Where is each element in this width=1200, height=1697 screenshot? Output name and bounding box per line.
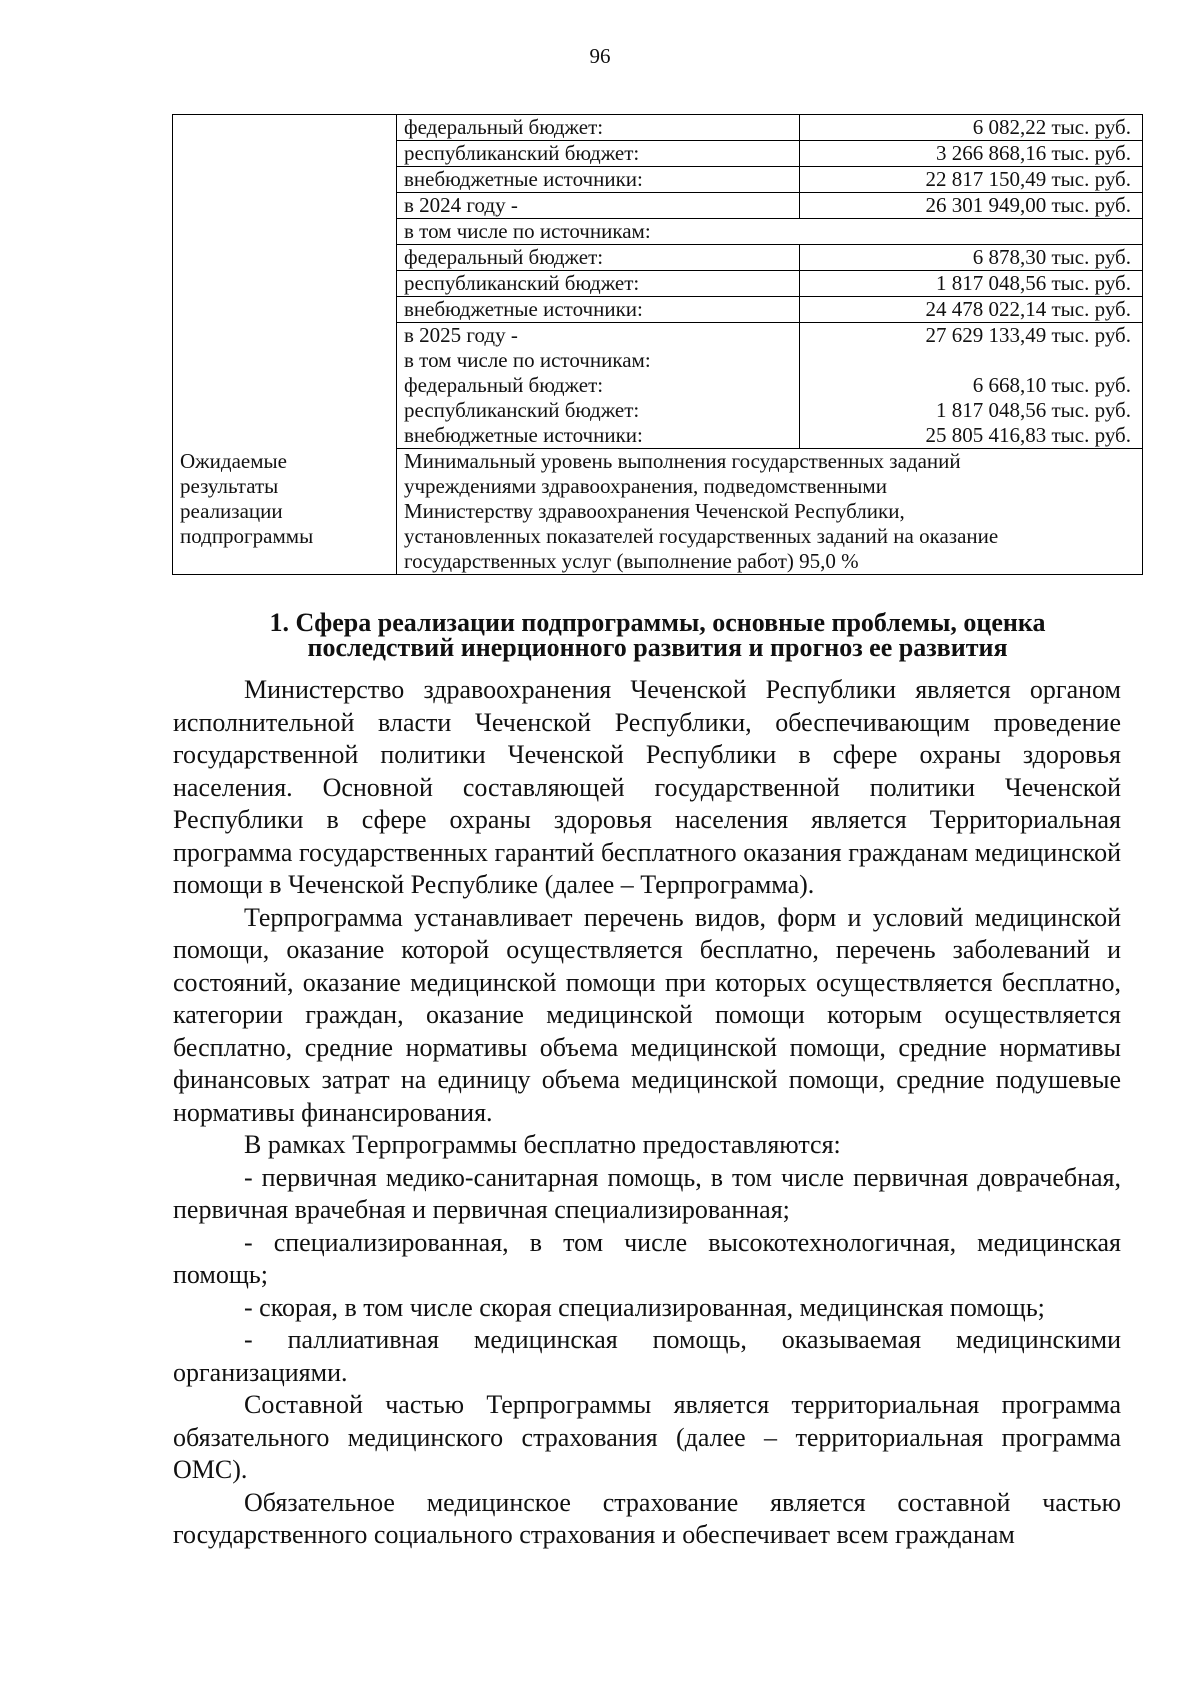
list-item: - скорая, в том числе скорая специализированная, медицинская помощь; [244, 1292, 1045, 1322]
table-cell-value: 6 878,30 тыс. руб. [800, 245, 1143, 271]
paragraph: Составной частью Терпрограммы является территориальная программа обязательного медицинского страхования (далее – территориальная программа ОМС). [173, 1390, 1121, 1484]
text-line: федеральный бюджет: [404, 373, 604, 397]
section-heading [172, 610, 1143, 660]
table-cell-value [800, 323, 1143, 449]
value-line [807, 348, 1131, 373]
table-cell-label: внебюджетные источники: [397, 167, 800, 193]
value-line: 1 817 048,56 тыс. руб. [936, 398, 1131, 422]
funding-table [172, 114, 1143, 575]
text-line: Ожидаемые [180, 448, 287, 473]
value-line: 6 668,10 тыс. руб. [972, 373, 1131, 397]
table-cell-results-text [397, 449, 1143, 575]
text-line: результаты [180, 473, 279, 498]
table-cell-label: федеральный бюджет: [397, 245, 800, 271]
table-cell-results-label [173, 449, 397, 575]
heading-line: 1. Сфера реализации подпрограммы, основные проблемы, оценка [269, 608, 1046, 637]
text-line: государственных услуг (выполнение работ) 95,0 % [404, 549, 859, 573]
table-cell-label: в 2024 году - [397, 193, 800, 219]
value-line: 25 805 416,83 тыс. руб. [925, 423, 1131, 447]
table-cell-value: 6 082,22 тыс. руб. [800, 115, 1143, 141]
text-line: реализации [180, 498, 283, 523]
paragraph: Терпрограмма устанавливает перечень видов, форм и условий медицинской помощи, оказание которой осуществляется бесплатно, перечень заболеваний и состояний, оказание медицинской помощи при которых осуществляется бесплатно, категории граждан, оказание медицинской помощи которым осуществляется бесплатно, средние нормативы объема медицинской помощи, средние нормативы финансовых затрат на единицу объема медицинской помощи, средние подушевые нормативы финансирования. [173, 902, 1121, 1127]
body-text [173, 674, 1121, 1552]
text-line: Министерству здравоохранения Чеченской Республики, [404, 499, 905, 523]
table-cell-value: 24 478 022,14 тыс. руб. [800, 297, 1143, 323]
table-cell-label [397, 323, 800, 449]
text-line: установленных показателей государственных заданий на оказание [404, 524, 999, 548]
heading-line: последствий инерционного развития и прогноз ее развития [307, 633, 1008, 662]
text-line: учреждениями здравоохранения, подведомственными [404, 474, 887, 498]
list-item: - паллиативная медицинская помощь, оказываемая медицинскими организациями. [173, 1325, 1121, 1387]
table-cell-value: 3 266 868,16 тыс. руб. [800, 141, 1143, 167]
list-item: - специализированная, в том числе высокотехнологичная, медицинская помощь; [173, 1227, 1121, 1289]
text-line: подпрограммы [180, 523, 314, 548]
table-cell-label: республиканский бюджет: [397, 271, 800, 297]
table-row-results [173, 449, 1143, 575]
table-cell-value: 26 301 949,00 тыс. руб. [800, 193, 1143, 219]
table-cell-value: 1 817 048,56 тыс. руб. [800, 271, 1143, 297]
value-line: 27 629 133,49 тыс. руб. [925, 323, 1131, 347]
text-line: в 2025 году - [404, 323, 518, 347]
list-item: - первичная медико-санитарная помощь, в том числе первичная доврачебная, первичная врачебная и первичная специализированная; [173, 1162, 1121, 1224]
text-line: республиканский бюджет: [404, 398, 640, 422]
table-cell-label: внебюджетные источники: [397, 297, 800, 323]
text-line: внебюджетные источники: [404, 423, 643, 447]
table-cell-label: федеральный бюджет: [397, 115, 800, 141]
paragraph: В рамках Терпрограммы бесплатно предоставляются: [244, 1130, 841, 1159]
table-row [173, 115, 1143, 141]
table-cell-label: республиканский бюджет: [397, 141, 800, 167]
text-line: в том числе по источникам: [404, 348, 651, 372]
paragraph: Министерство здравоохранения Чеченской Республики является органом исполнительной власти Чеченской Республики, обеспечивающим проведение государственной политики Чеченской Республики в сфере охраны здоровья населения. Основной составляющей государственной политики Чеченской Республики в сфере охраны здоровья населения является Территориальная программа государственных гарантий бесплатного оказания гражданам медицинской помощи в Чеченской Республике (далее – Терпрограмма). [173, 675, 1121, 899]
paragraph: Обязательное медицинское страхование является составной частью государственного социального страхования и обеспечивает всем гражданам [173, 1487, 1121, 1549]
text-line: Минимальный уровень выполнения государственных заданий [404, 449, 961, 473]
page-number: 96 [589, 44, 611, 68]
table-cell-value: 22 817 150,49 тыс. руб. [800, 167, 1143, 193]
table-cell-label: в том числе по источникам: [397, 219, 1143, 245]
table-cell-empty [173, 115, 397, 449]
